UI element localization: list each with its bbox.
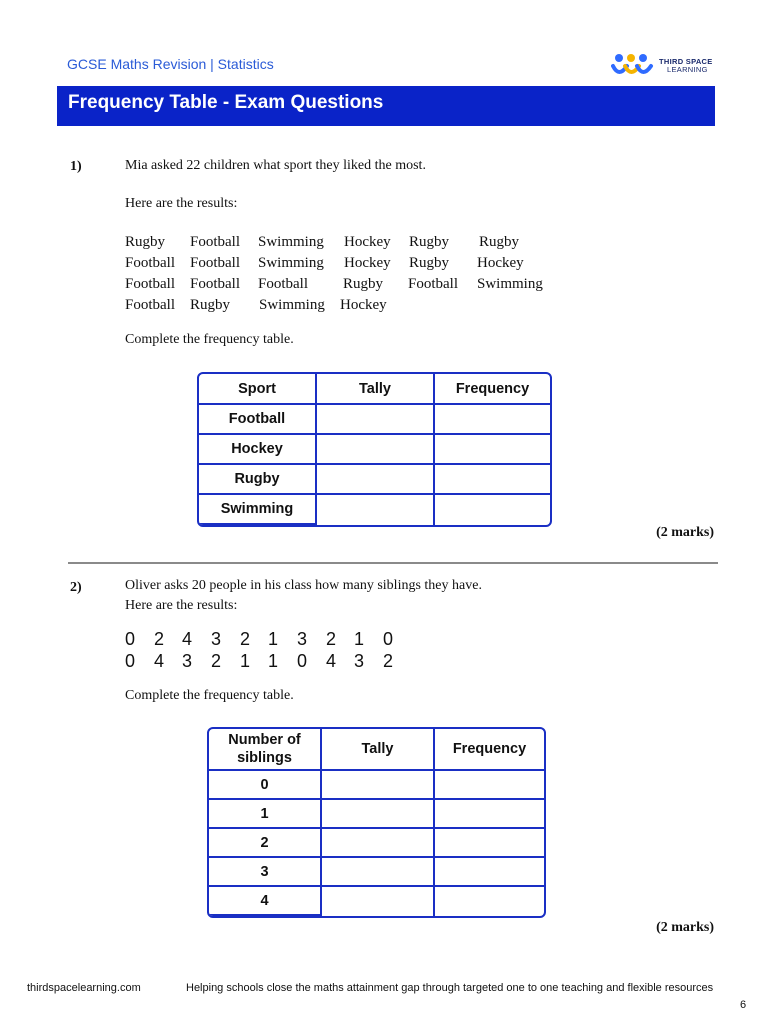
title-bar — [57, 86, 715, 126]
q2-result: 0 — [124, 651, 135, 671]
q1-result: Rugby — [409, 255, 450, 271]
q1-result: Football — [125, 255, 176, 271]
tally-cell[interactable] — [322, 829, 435, 858]
logo-icon — [611, 52, 657, 80]
q2-result: 2 — [325, 629, 336, 649]
frequency-cell[interactable] — [435, 771, 544, 800]
q1-result: Rugby — [125, 234, 166, 250]
q1-result: Hockey — [477, 255, 524, 271]
column-header-tally: Tally — [317, 374, 435, 405]
logo-line1: THIRD SPACE — [659, 57, 713, 66]
third-space-learning-logo — [611, 52, 726, 80]
row-label: Swimming — [199, 495, 317, 525]
q1-result: Hockey — [344, 255, 391, 271]
q1-result: Swimming — [258, 255, 324, 271]
tally-cell[interactable] — [322, 858, 435, 887]
q2-result: 4 — [181, 629, 192, 649]
row-label: 0 — [209, 771, 322, 800]
q2-result: 3 — [210, 629, 221, 649]
q2-result: 2 — [210, 651, 221, 671]
q2-result: 4 — [325, 651, 336, 671]
q2-result: 3 — [296, 629, 307, 649]
table-row — [199, 465, 550, 495]
frequency-cell[interactable] — [435, 495, 550, 525]
row-label: 1 — [209, 800, 322, 829]
row-label: 3 — [209, 858, 322, 887]
table-row — [209, 829, 544, 858]
q1-instruction: Complete the frequency table. — [125, 332, 294, 347]
tally-cell[interactable] — [317, 435, 435, 465]
q2-result: 1 — [267, 629, 278, 649]
q1-result: Football — [408, 276, 459, 292]
q1-result: Rugby — [190, 297, 231, 313]
q1-results-label: Here are the results: — [125, 196, 238, 211]
frequency-cell[interactable] — [435, 829, 544, 858]
q2-result: 4 — [153, 651, 164, 671]
column-header-frequency: Frequency — [435, 374, 550, 405]
table-header-row — [209, 729, 544, 771]
column-header-tally: Tally — [322, 729, 435, 771]
q1-result: Swimming — [258, 234, 324, 250]
row-label: 4 — [209, 887, 322, 916]
frequency-cell[interactable] — [435, 465, 550, 495]
q2-frequency-table — [207, 727, 546, 918]
footer-website: thirdspacelearning.com — [27, 982, 141, 994]
q2-marks: (2 marks) — [656, 920, 714, 935]
q2-intro: Oliver asks 20 people in his class how many siblings they have. — [125, 578, 482, 593]
q1-result: Swimming — [259, 297, 325, 313]
q1-result: Rugby — [409, 234, 450, 250]
q1-number: 1) — [70, 159, 82, 174]
page-number: 6 — [740, 999, 747, 1011]
header-subtitle: GCSE Maths Revision | Statistics — [67, 56, 274, 72]
q2-result: 1 — [353, 629, 364, 649]
q1-result: Hockey — [344, 234, 391, 250]
q1-result: Football — [190, 255, 241, 271]
q1-result: Football — [125, 297, 176, 313]
frequency-cell[interactable] — [435, 887, 544, 916]
q2-instruction: Complete the frequency table. — [125, 688, 294, 703]
q2-result: 2 — [382, 651, 393, 671]
table-row — [199, 495, 550, 525]
table-row — [209, 800, 544, 829]
q1-frequency-table — [197, 372, 552, 527]
tally-cell[interactable] — [322, 800, 435, 829]
tally-cell[interactable] — [322, 887, 435, 916]
q1-result: Football — [190, 234, 241, 250]
column-header-sport: Sport — [199, 374, 317, 405]
q2-result: 1 — [267, 651, 278, 671]
q1-intro: Mia asked 22 children what sport they liked the most. — [125, 158, 426, 173]
frequency-cell[interactable] — [435, 858, 544, 887]
q1-result: Football — [125, 276, 176, 292]
table-header-row — [199, 374, 550, 405]
tally-cell[interactable] — [317, 495, 435, 525]
q2-result: 2 — [239, 629, 250, 649]
footer-tagline: Helping schools close the maths attainment gap through targeted one to one teaching and flexible resources — [186, 982, 714, 994]
tally-cell[interactable] — [322, 771, 435, 800]
q2-result: 0 — [124, 629, 135, 649]
table-row — [199, 405, 550, 435]
column-header-siblings: Number of siblings — [209, 729, 322, 771]
q1-marks: (2 marks) — [656, 525, 714, 540]
table-row — [209, 858, 544, 887]
column-header-frequency: Frequency — [435, 729, 544, 771]
q2-result: 0 — [382, 629, 393, 649]
frequency-cell[interactable] — [435, 405, 550, 435]
q2-results-label: Here are the results: — [125, 598, 238, 613]
q1-result: Rugby — [343, 276, 384, 292]
q1-result: Football — [258, 276, 309, 292]
q1-result: Hockey — [340, 297, 387, 313]
frequency-cell[interactable] — [435, 800, 544, 829]
table-row — [209, 887, 544, 916]
q2-result: 2 — [153, 629, 164, 649]
tally-cell[interactable] — [317, 465, 435, 495]
logo-line2: LEARNING — [667, 65, 708, 74]
q1-result: Rugby — [479, 234, 520, 250]
table-row — [199, 435, 550, 465]
table-row — [209, 771, 544, 800]
tally-cell[interactable] — [317, 405, 435, 435]
row-label: 2 — [209, 829, 322, 858]
section-divider — [68, 562, 718, 564]
row-label: Rugby — [199, 465, 317, 495]
q2-result: 3 — [181, 651, 192, 671]
q2-number: 2) — [70, 580, 82, 595]
q2-result: 1 — [239, 651, 250, 671]
row-label: Football — [199, 405, 317, 435]
frequency-cell[interactable] — [435, 435, 550, 465]
q2-result: 0 — [296, 651, 307, 671]
page-title: Frequency Table - Exam Questions — [68, 92, 384, 113]
q1-result: Swimming — [477, 276, 543, 292]
q1-result: Football — [190, 276, 241, 292]
q2-result: 3 — [353, 651, 364, 671]
row-label: Hockey — [199, 435, 317, 465]
